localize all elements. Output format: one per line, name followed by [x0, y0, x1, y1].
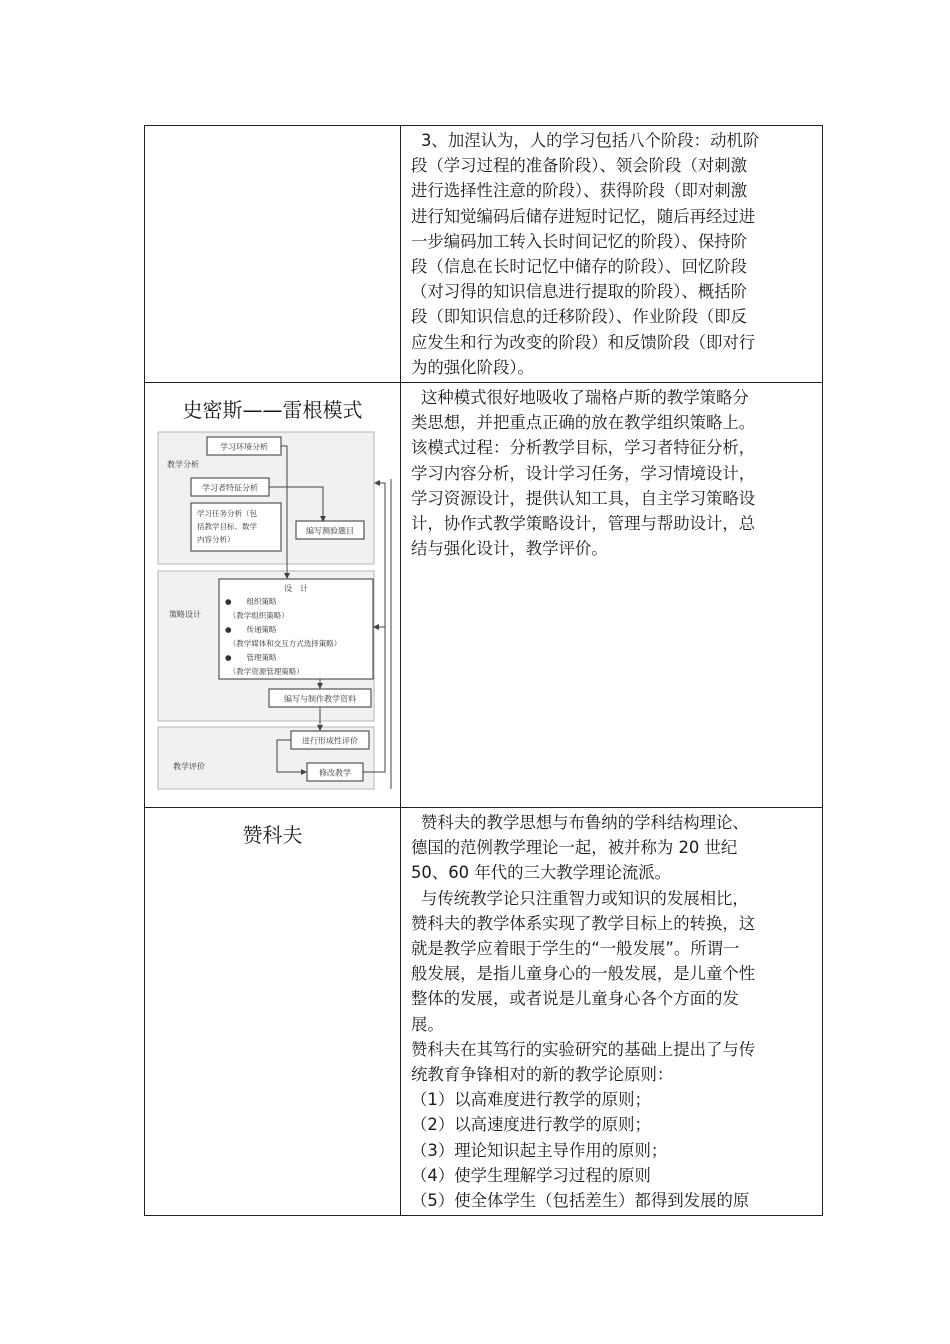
- design-item: ● 组织策略: [225, 597, 277, 607]
- row3-left-cell: [145, 808, 401, 1216]
- text-line: 段（信息在长时记忆中储存的阶段）、回忆阶段: [411, 257, 748, 277]
- text-line: 赞科夫的教学思想与布鲁纳的学科结构理论、: [421, 813, 749, 833]
- text-line: 段（学习过程的准备阶段）、领会阶段（对刺激: [411, 156, 748, 176]
- strategy-section-label: 策略设计: [169, 610, 201, 620]
- table-row-smith-ragan: [145, 383, 823, 808]
- design-item: ● 管理策略: [225, 653, 277, 663]
- text-line: 德国的范例教学理论一起，被并称为 20 世纪: [411, 838, 738, 858]
- text-line: 计，协作式教学策略设计，管理与帮助设计，总: [411, 514, 756, 534]
- smith-ragan-text: [401, 383, 822, 563]
- text-line: 类思想，并把重点正确的放在教学组织策略上。: [411, 413, 756, 433]
- row3-right-cell: [401, 808, 823, 1216]
- row1-right-cell: [401, 126, 823, 383]
- zankov-title: 赞科夫: [242, 823, 303, 848]
- text-line: 赞科夫的教学体系实现了教学目标上的转换，这: [411, 913, 756, 933]
- text-line: 该模式过程：分析教学目标，学习者特征分析，: [411, 438, 756, 458]
- text-line: 般发展，是指儿童身心的一般发展，是儿童个性: [411, 964, 756, 984]
- text-line: 这种模式很好地吸收了瑞格卢斯的教学策略分: [421, 388, 749, 408]
- text-line: 应发生和行为改变的阶段）和反馈阶段（即对行: [411, 332, 756, 352]
- formative-label: 进行形成性评价: [302, 736, 358, 746]
- row2-left-cell: [145, 383, 401, 808]
- revise-label: 修改教学: [319, 768, 351, 778]
- smith-ragan-title: 史密斯——雷根模式: [182, 398, 363, 423]
- text-line: 学习资源设计，提供认知工具，自主学习策略设: [411, 488, 756, 508]
- text-line: 赞科夫在其笃行的实验研究的基础上提出了与传: [411, 1039, 756, 1059]
- text-line: （2）以高速度进行教学的原则；: [411, 1115, 651, 1135]
- design-item: （教学资源管理策略）: [225, 667, 304, 677]
- env-analysis-label: 学习环境分析: [220, 442, 268, 452]
- design-item: ● 传递策略: [225, 625, 277, 635]
- text-line: 整体的发展，或者说是儿童身心各个方面的发: [411, 989, 739, 1009]
- text-line: 进行知觉编码后储存进短时记忆，随后再经过进: [411, 206, 756, 226]
- evaluation-section-label: 教学评价: [173, 762, 205, 772]
- text-line: 3、加涅认为，人的学习包括八个阶段：动机阶: [421, 131, 760, 150]
- learner-analysis-label: 学习者特征分析: [202, 483, 258, 493]
- text-line: 就是教学应着眼于学生的“一般发展”。所谓一: [411, 939, 740, 959]
- text-line: 为的强化阶段）。: [411, 357, 534, 377]
- table-row-zankov: [145, 808, 823, 1216]
- design-title: 设 计: [284, 584, 308, 594]
- task-analysis-line: 内容分析）: [197, 535, 235, 545]
- text-line: 学习内容分析，设计学习任务，学习情境设计，: [411, 463, 756, 483]
- content-table: [144, 125, 823, 1216]
- table-row-gagne: [145, 126, 823, 383]
- text-line: 段（即知识信息的迁移阶段）、作业阶段（即反: [411, 307, 748, 327]
- text-line: （5）使全体学生（包括差生）都得到发展的原: [411, 1191, 750, 1211]
- text-line: 与传统教学论只注重智力或知识的发展相比，: [421, 888, 749, 908]
- text-line: 一步编码加工转入长时间记忆的阶段）、保持阶: [411, 231, 748, 251]
- text-line: 统教育争锋相对的新的教学论原则：: [411, 1065, 674, 1085]
- text-line: （4）使学生理解学习过程的原则: [411, 1165, 651, 1185]
- text-line: 展。: [411, 1014, 444, 1034]
- task-analysis-line: 学习任务分析（包: [197, 509, 257, 519]
- zankov-text: [401, 808, 822, 1215]
- text-line: 进行选择性注意的阶段）、获得阶段（即对刺激: [411, 181, 748, 201]
- row1-left-cell: [145, 126, 401, 383]
- design-item: （教学组织策略）: [225, 611, 289, 621]
- text-line: （对习得的知识信息进行提取的阶段）、概括阶: [411, 282, 748, 302]
- text-line: （1）以高难度进行教学的原则；: [411, 1090, 651, 1110]
- materials-label: 编写与制作教学资料: [284, 694, 356, 704]
- analysis-section-label: 教学分析: [167, 460, 199, 470]
- gagne-stages-text: [401, 126, 822, 382]
- task-analysis-line: 括教学目标、数学: [197, 522, 257, 532]
- row2-right-cell: [401, 383, 823, 808]
- design-item: （教学媒体和交互方式选择策略）: [225, 639, 342, 649]
- text-line: （3）理论知识起主导作用的原则；: [411, 1140, 668, 1160]
- test-writing-label: 编写测验题目: [306, 526, 354, 536]
- text-line: 50、60 年代的三大教学理论流派。: [411, 863, 672, 883]
- smith-ragan-flowchart: [157, 431, 393, 791]
- text-line: 结与强化设计，教学评价。: [411, 539, 608, 559]
